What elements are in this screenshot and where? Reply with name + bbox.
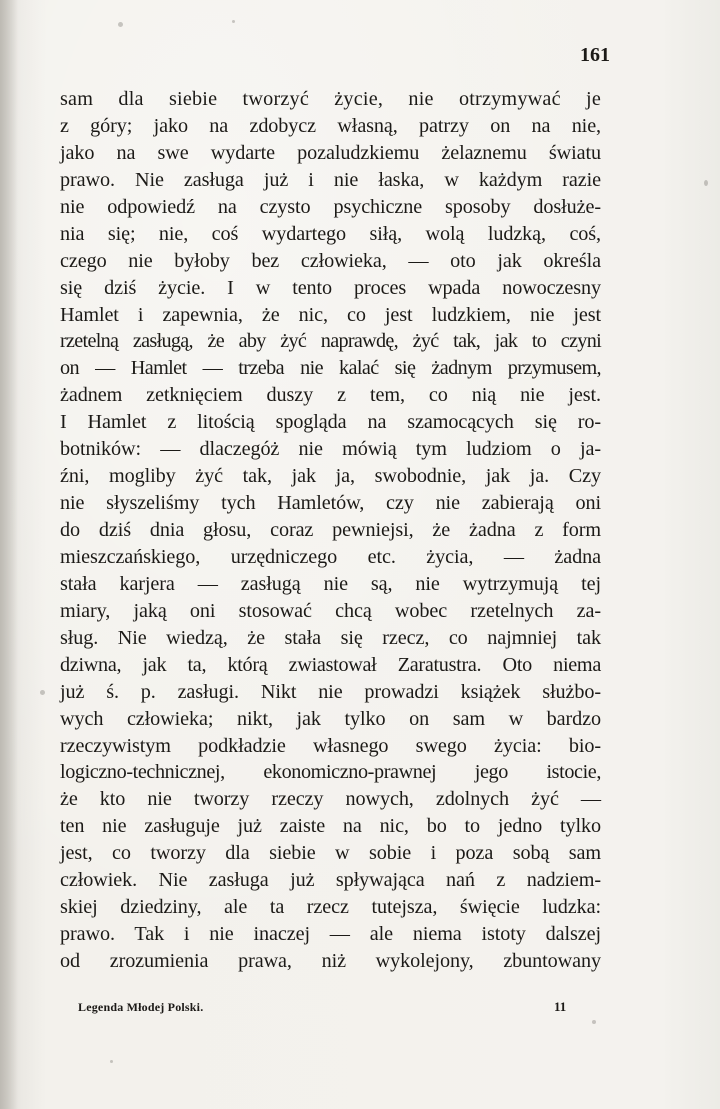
text-line: Hamlet i zapewnia, że nic, co jest ludzkiem, nie jest [60, 303, 601, 326]
text-line: już ś. p. zasługi. Nikt nie prowadzi książek służbo- [60, 680, 601, 703]
text-line: I Hamlet z litością spogląda na szamocących się ro- [60, 411, 601, 434]
text-line: skiej dziedziny, ale ta rzecz tutejsza, święcie ludzka: [60, 896, 601, 919]
text-line: jest, co tworzy dla siebie w sobie i poza sobą sam [60, 842, 601, 865]
text-line: dziwna, jak ta, którą zwiastował Zaratustra. Oto niema [60, 653, 601, 676]
text-line: rzetelną zasługą, że aby żyć naprawdę, żyć tak, jak to czyni [60, 330, 601, 353]
text-line: botników: — dlaczegóż nie mówią tym ludziom o ja- [60, 438, 601, 461]
body-text [60, 86, 601, 975]
text-line: że kto nie tworzy rzeczy nowych, zdolnych żyć — [60, 788, 601, 811]
page-spine-shadow [0, 0, 18, 1109]
text-line: on — Hamlet — trzeba nie kalać się żadnym przymusem, [60, 357, 601, 380]
text-line: z góry; jako na zdobycz własną, patrzy on na nie, [60, 114, 601, 137]
text-line: jako na swe wydarte pozaludzkiemu żelaznemu światu [60, 141, 601, 164]
text-line: nie odpowiedź na czysto psychiczne sposoby dosłuże- [60, 195, 601, 218]
text-line: czego nie byłoby bez człowieka, — oto jak określa [60, 249, 601, 272]
paper-speck [118, 22, 123, 27]
text-line: prawo. Tak i nie inaczej — ale niema istoty dalszej [60, 923, 601, 946]
page-number: 161 [580, 44, 610, 66]
text-line: żadnem zetknięciem duszy z tem, co nią nie jest. [60, 384, 601, 407]
footer-series-title: Legenda Młodej Polski. [78, 1000, 204, 1014]
text-line: logiczno-technicznej, ekonomiczno-prawnej jego istocie, [60, 761, 601, 784]
text-line: mieszczańskiego, urzędniczego etc. życia, — żadna [60, 545, 601, 568]
text-line: prawo. Nie zasługa już i nie łaska, w każdym razie [60, 168, 601, 191]
text-line: od zrozumienia prawa, niż wykolejony, zbuntowany [60, 950, 601, 972]
text-line: rzeczywistym podkładzie własnego swego życia: bio- [60, 734, 601, 757]
text-line: stała karjera — zasługą nie są, nie wytrzymują tej [60, 572, 601, 595]
text-line: miary, jaką oni stosować chcą wobec rzetelnych za- [60, 599, 601, 622]
text-line: źni, mogliby żyć tak, jak ja, swobodnie, jak ja. Czy [60, 465, 601, 488]
text-line: się dziś życie. I w tento proces wpada nowoczesny [60, 276, 601, 299]
text-line: wych człowieka; nikt, jak tylko on sam w bardzo [60, 707, 601, 730]
paper-speck [592, 1020, 596, 1024]
paper-speck [110, 1060, 113, 1063]
text-line: człowiek. Nie zasługa już spływająca nań z nadziem- [60, 869, 601, 892]
paper-speck [232, 20, 235, 23]
footer-signature-mark: 11 [554, 999, 567, 1014]
text-line: ten nie zasługuje już zaiste na nic, bo to jedno tylko [60, 815, 601, 838]
text-line: nie słyszeliśmy tych Hamletów, czy nie zabierają oni [60, 492, 601, 515]
text-line: do dziś dnia głosu, coraz pewniejsi, że żadna z form [60, 519, 601, 541]
paper-speck [40, 690, 45, 695]
text-line: sług. Nie wiedzą, że stała się rzecz, co najmniej tak [60, 626, 601, 649]
text-line: nia się; nie, coś wydartego siłą, wolą ludzką, coś, [60, 222, 601, 245]
paper-speck [704, 180, 708, 186]
text-line: sam dla siebie tworzyć życie, nie otrzymywać je [60, 88, 601, 110]
